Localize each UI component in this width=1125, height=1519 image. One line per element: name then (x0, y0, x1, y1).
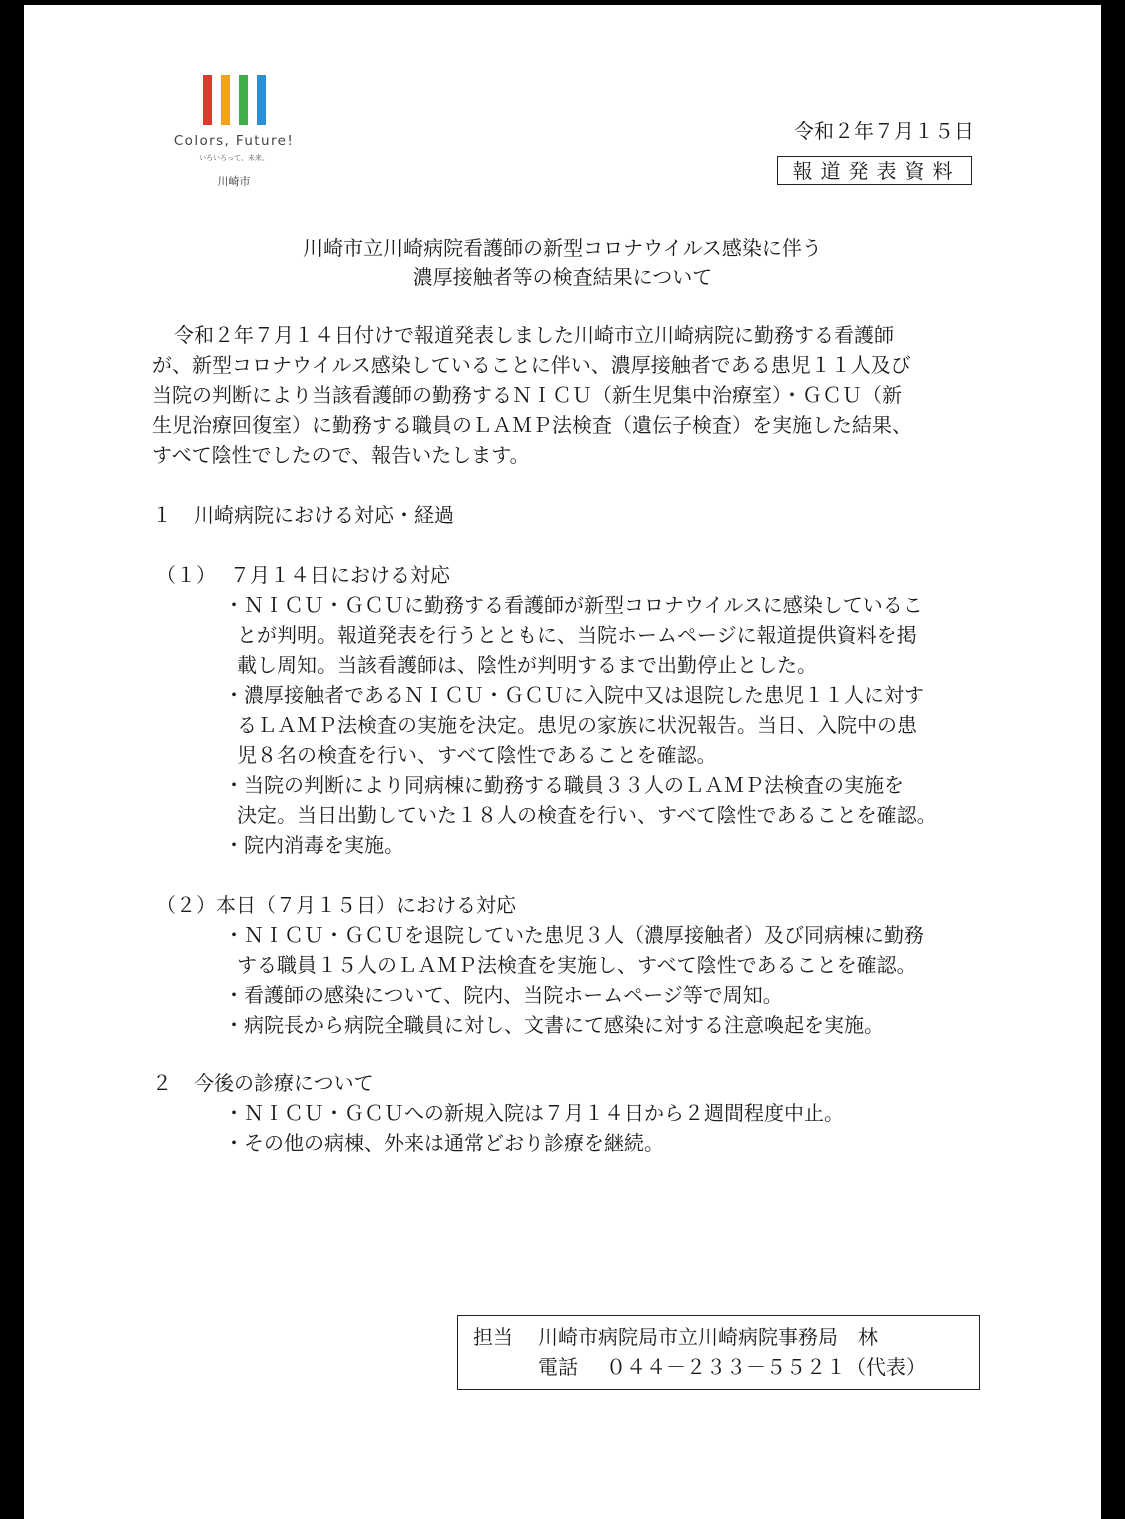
logo-subslogan: いろいろって、未来。 (199, 154, 269, 162)
section-2-heading: 今後の診療について (194, 1071, 374, 1095)
intro-line: 令和２年７月１４日付けで報道発表しました川崎市立川崎病院に勤務する看護師 (174, 323, 894, 347)
title-line-1: 川崎市立川崎病院看護師の新型コロナウイルス感染に伴う (303, 236, 822, 260)
contact-label: 担当 (473, 1325, 513, 1349)
document-date: 令和２年７月１５日 (794, 119, 974, 143)
list-item: ・その他の病棟、外来は通常どおり診療を継続。 (224, 1131, 664, 1155)
logo-city-name: 川崎市 (217, 175, 251, 188)
logo-bar-red (203, 75, 212, 125)
list-item: ・院内消毒を実施。 (224, 833, 404, 857)
subsection-1-heading: ７月１４日における対応 (230, 563, 450, 587)
logo-bar-blue (257, 75, 266, 125)
subsection-2-heading: 本日（７月１５日）における対応 (216, 893, 516, 917)
list-item: する職員１５人のＬＡＭＰ法検査を実施し、すべて陰性であることを確認。 (237, 953, 917, 977)
doc-type-label: 報道発表資料 (777, 156, 972, 185)
list-item: るＬＡＭＰ法検査の実施を決定。患児の家族に状況報告。当日、入院中の患 (237, 713, 917, 737)
city-logo (154, 75, 314, 189)
section-1-number: １ (152, 503, 172, 527)
document-page (24, 5, 1101, 1519)
subsection-2-label: （２） (156, 893, 216, 917)
list-item: ・病院長から病院全職員に対し、文書にて感染に対する注意喚起を実施。 (224, 1013, 884, 1037)
intro-line: が、新型コロナウイルス感染していることに伴い、濃厚接触者である患児１１人及び (152, 353, 911, 377)
list-item: ・ＮＩＣＵ・ＧＣＵへの新規入院は７月１４日から２週間程度中止。 (224, 1101, 844, 1125)
contact-department: 川崎市病院局市立川崎病院事務局 林 (538, 1325, 878, 1349)
list-item: 児８名の検査を行い、すべて陰性であることを確認。 (237, 743, 717, 767)
logo-slogan: Colors, Future! (173, 133, 295, 149)
contact-phone: ０４４－２３３－５５２１（代表） (606, 1355, 926, 1379)
list-item: ・当院の判断により同病棟に勤務する職員３３人のＬＡＭＰ法検査の実施を (224, 773, 904, 797)
list-item: ・ＮＩＣＵ・ＧＣＵを退院していた患児３人（濃厚接触者）及び同病棟に勤務 (224, 923, 924, 947)
intro-line: すべて陰性でしたので、報告いたします。 (152, 443, 530, 467)
intro-line: 当院の判断により当該看護師の勤務するＮＩＣＵ（新生児集中治療室）・ＧＣＵ（新 (152, 383, 902, 407)
subsection-1-label: （１） (156, 563, 216, 587)
title-line-2: 濃厚接触者等の検査結果について (412, 265, 713, 289)
section-2-number: ２ (152, 1071, 172, 1095)
logo-bars-icon (154, 75, 314, 125)
list-item: ・ＮＩＣＵ・ＧＣＵに勤務する看護師が新型コロナウイルスに感染しているこ (224, 593, 923, 617)
list-item: 決定。当日出勤していた１８人の検査を行い、すべて陰性であることを確認。 (237, 803, 937, 827)
contact-phone-label: 電話 (538, 1355, 578, 1379)
section-1-heading: 川崎病院における対応・経過 (194, 503, 454, 527)
list-item: 載し周知。当該看護師は、陰性が判明するまで出勤停止とした。 (237, 653, 817, 677)
list-item: ・濃厚接触者であるＮＩＣＵ・ＧＣＵに入院中又は退院した患児１１人に対す (224, 683, 924, 707)
contact-box (457, 1315, 980, 1390)
document-title (24, 234, 1101, 292)
logo-bar-green (239, 75, 248, 125)
intro-line: 生児治療回復室）に勤務する職員のＬＡＭＰ法検査（遺伝子検査）を実施した結果、 (152, 413, 912, 437)
list-item: とが判明。報道発表を行うとともに、当院ホームページに報道提供資料を掲 (237, 623, 917, 647)
logo-bar-orange (221, 75, 230, 125)
list-item: ・看護師の感染について、院内、当院ホームページ等で周知。 (224, 983, 783, 1007)
